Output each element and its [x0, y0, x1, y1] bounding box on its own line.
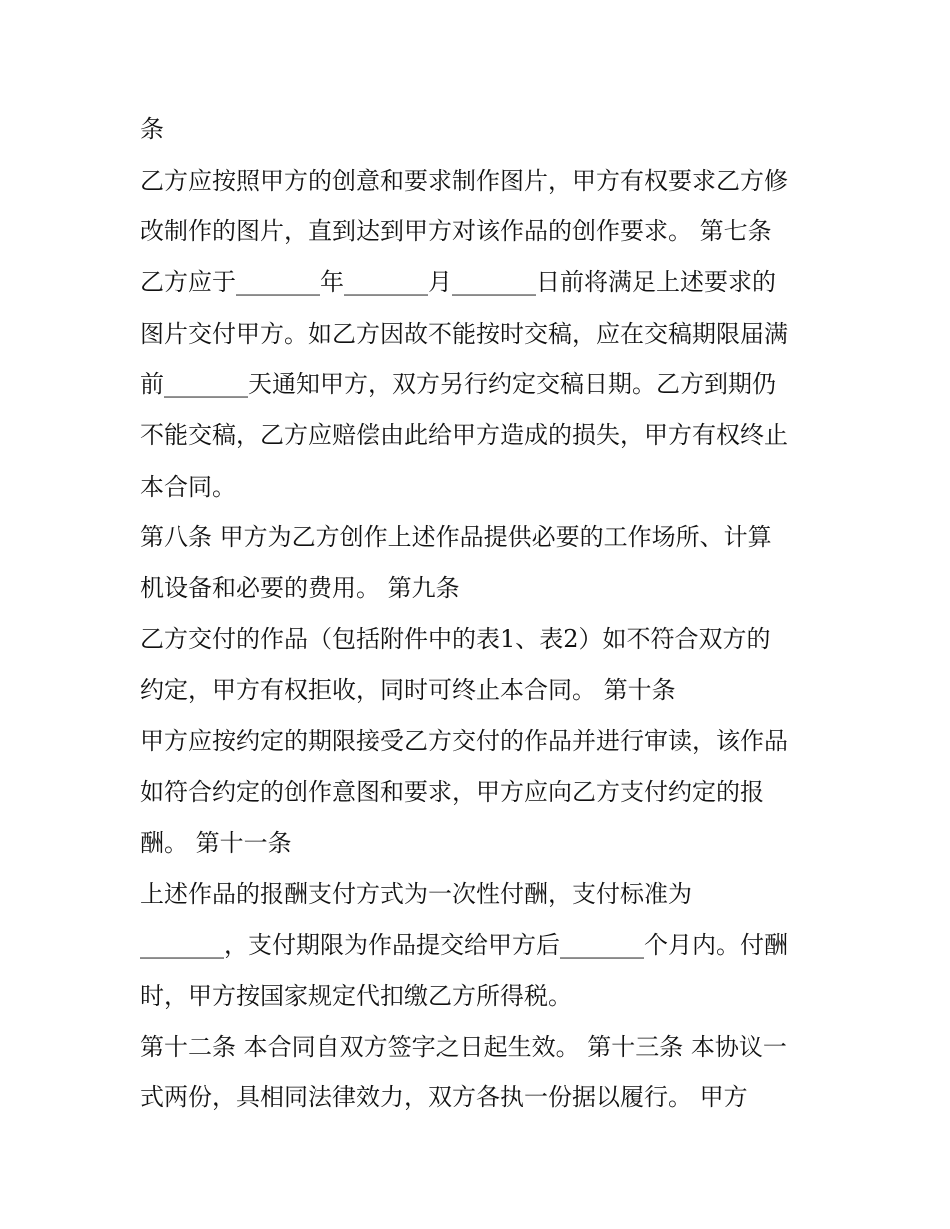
text-line: 酬。 第十一条	[140, 829, 292, 857]
text-line: 第八条 甲方为乙方创作上述作品提供必要的工作场所、计算	[140, 523, 772, 551]
text-line: 改制作的图片，直到达到甲方对该作品的创作要求。 第七条	[140, 217, 772, 245]
text-line: 乙方交付的作品（包括附件中的表1、表2）如不符合双方的	[140, 625, 771, 653]
text-line: 时，甲方按国家规定代扣缴乙方所得税。	[140, 982, 572, 1010]
text-line: 不能交稿，乙方应赔偿由此给甲方造成的损失，甲方有权终止	[140, 421, 788, 449]
text-line: 约定，甲方有权拒收，同时可终止本合同。 第十条	[140, 676, 676, 704]
text-line: 乙方应于_______年_______月_______日前将满足上述要求的	[140, 268, 776, 296]
text-line: 机设备和必要的费用。 第九条	[140, 574, 460, 602]
text-line: 上述作品的报酬支付方式为一次性付酬，支付标准为	[140, 880, 692, 908]
text-line: 第十二条 本合同自双方签字之日起生效。 第十三条 本协议一	[140, 1033, 787, 1061]
text-line: 如符合约定的创作意图和要求，甲方应向乙方支付约定的报	[140, 778, 764, 806]
text-line: 前_______天通知甲方，双方另行约定交稿日期。乙方到期仍	[140, 370, 776, 398]
text-line: 图片交付甲方。如乙方因故不能按时交稿，应在交稿期限届满	[140, 320, 788, 348]
text-line: 本合同。	[140, 473, 236, 501]
text-line: 乙方应按照甲方的创意和要求制作图片，甲方有权要求乙方修	[140, 167, 788, 195]
text-line: 甲方应按约定的期限接受乙方交付的作品并进行审读，该作品	[140, 727, 788, 755]
text-line: 式两份，具相同法律效力，双方各执一份据以履行。 甲方	[140, 1083, 748, 1111]
text-line: _______，支付期限为作品提交给甲方后_______个月内。付酬	[140, 931, 788, 959]
text-line: 条	[140, 115, 164, 143]
